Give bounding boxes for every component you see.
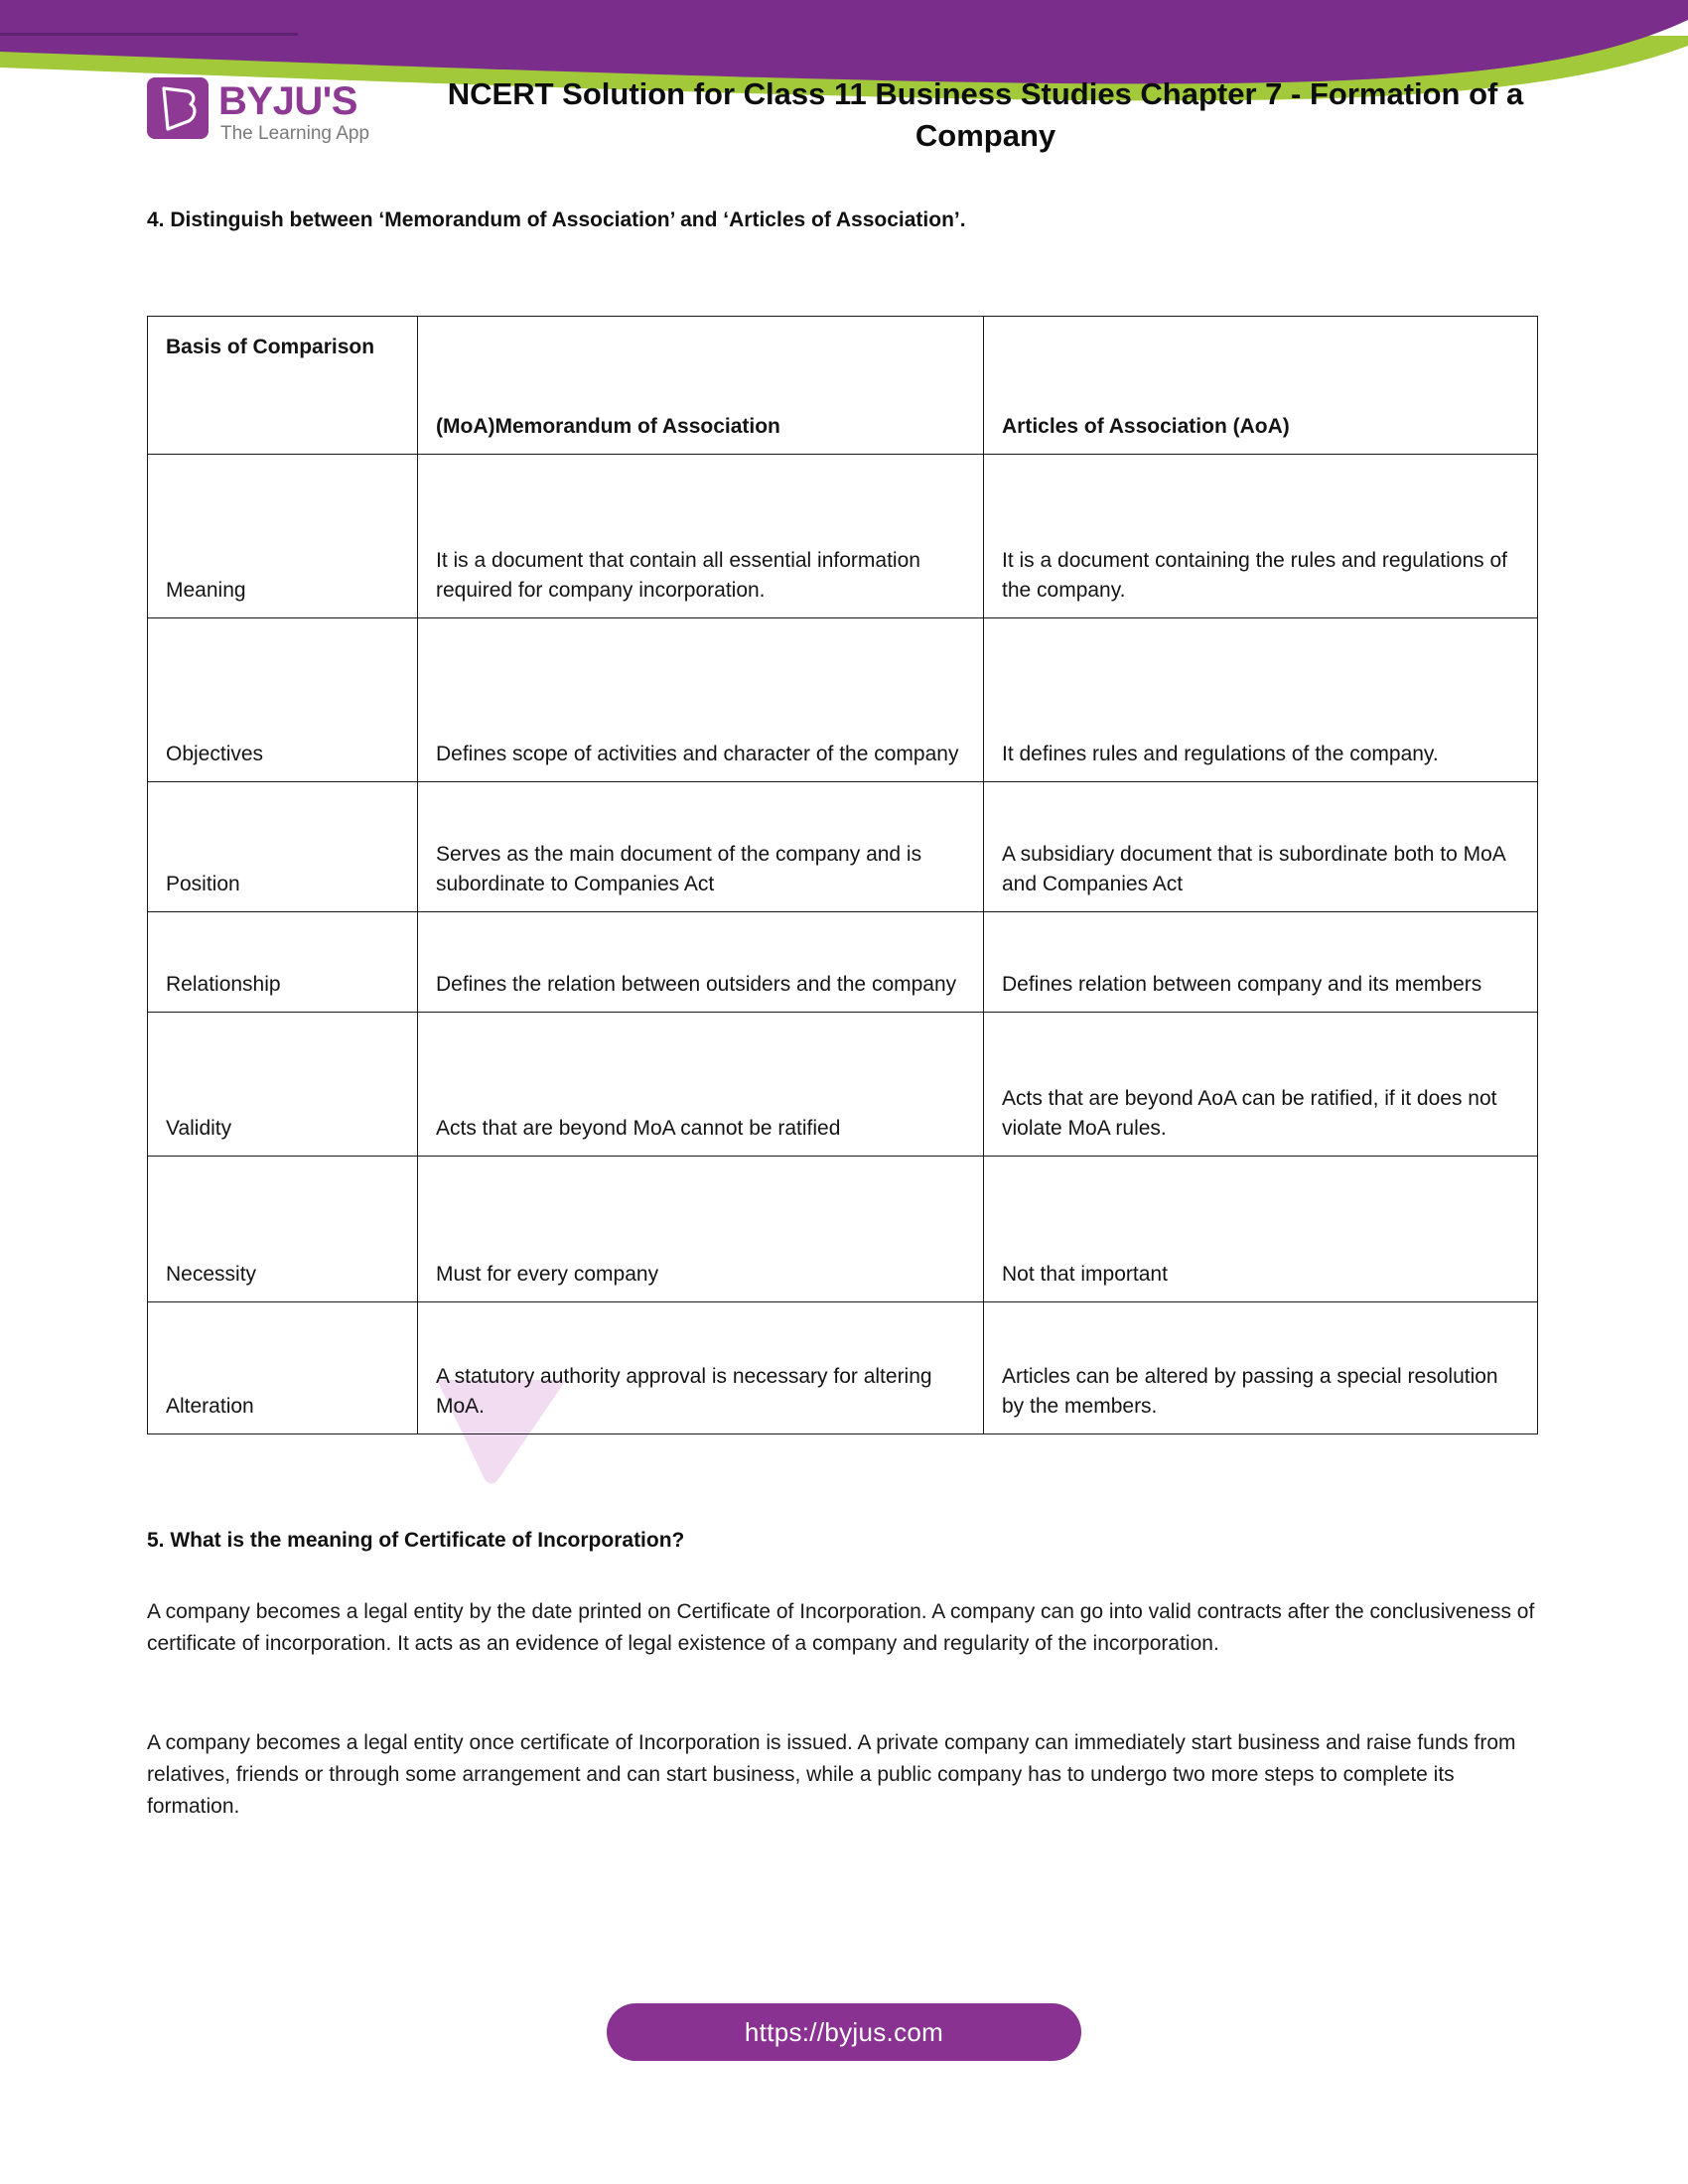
cell-aoa: A subsidiary document that is subordinate both to MoA and Companies Act	[984, 782, 1538, 912]
logo-b-glyph-icon	[158, 85, 198, 132]
table-row	[148, 1157, 1538, 1302]
footer-url-button[interactable]: https://byjus.com	[607, 2003, 1081, 2061]
cell-aoa: It defines rules and regulations of the company.	[984, 618, 1538, 782]
table-row	[148, 782, 1538, 912]
column-header-moa: (MoA)Memorandum of Association	[418, 317, 984, 455]
cell-moa: It is a document that contain all essential information required for company incorporation.	[418, 455, 984, 618]
table-row	[148, 1013, 1538, 1157]
byjus-tagline: The Learning App	[220, 123, 370, 144]
cell-basis: Relationship	[148, 912, 418, 1013]
cell-basis: Necessity	[148, 1157, 418, 1302]
header-separator-line	[0, 33, 298, 36]
question-4-heading: 4. Distinguish between ‘Memorandum of Association’ and ‘Articles of Association’.	[147, 208, 966, 231]
column-header-basis: Basis of Comparison	[148, 317, 418, 455]
cell-aoa: Defines relation between company and its members	[984, 912, 1538, 1013]
cell-moa: Defines scope of activities and character of the company	[418, 618, 984, 782]
byjus-logo-mark-icon	[147, 77, 209, 139]
table-row	[148, 1302, 1538, 1434]
table-header-row	[148, 317, 1538, 455]
cell-basis: Alteration	[148, 1302, 418, 1434]
column-header-aoa: Articles of Association (AoA)	[984, 317, 1538, 455]
byjus-logo	[147, 77, 435, 157]
byjus-wordmark: BYJU'S	[218, 79, 357, 123]
cell-moa: Must for every company	[418, 1157, 984, 1302]
question-5-heading: 5. What is the meaning of Certificate of Incorporation?	[147, 1529, 685, 1552]
cell-basis: Objectives	[148, 618, 418, 782]
cell-basis: Meaning	[148, 455, 418, 618]
cell-aoa: Acts that are beyond AoA can be ratified, if it does not violate MoA rules.	[984, 1013, 1538, 1157]
table-row	[148, 912, 1538, 1013]
question-5-paragraph-1: A company becomes a legal entity by the date printed on Certificate of Incorporation. A company can go into valid contracts after the conclusiveness of certificate of incorporation. It acts as an evidence of legal existence of a company and regularity of the incorporation.	[147, 1600, 1535, 1655]
page-title: NCERT Solution for Class 11 Business Studies Chapter 7 - Formation of a Company	[447, 76, 1524, 153]
cell-moa: Serves as the main document of the company and is subordinate to Companies Act	[418, 782, 984, 912]
table-row	[148, 618, 1538, 782]
cell-basis: Validity	[148, 1013, 418, 1157]
cell-aoa: Articles can be altered by passing a special resolution by the members.	[984, 1302, 1538, 1434]
table-row	[148, 455, 1538, 618]
cell-moa: Defines the relation between outsiders and the company	[418, 912, 984, 1013]
cell-aoa: It is a document containing the rules and regulations of the company.	[984, 455, 1538, 618]
question-5-paragraph-2: A company becomes a legal entity once certificate of Incorporation is issued. A private company can immediately start business and raise funds from relatives, friends or through some arrangement and can start business, while a public company has to undergo two more steps to complete its formation.	[147, 1731, 1516, 1818]
cell-basis: Position	[148, 782, 418, 912]
cell-moa: A statutory authority approval is necessary for altering MoA.	[418, 1302, 984, 1434]
cell-moa: Acts that are beyond MoA cannot be ratified	[418, 1013, 984, 1157]
moa-aoa-comparison-table	[147, 316, 1538, 1434]
cell-aoa: Not that important	[984, 1157, 1538, 1302]
